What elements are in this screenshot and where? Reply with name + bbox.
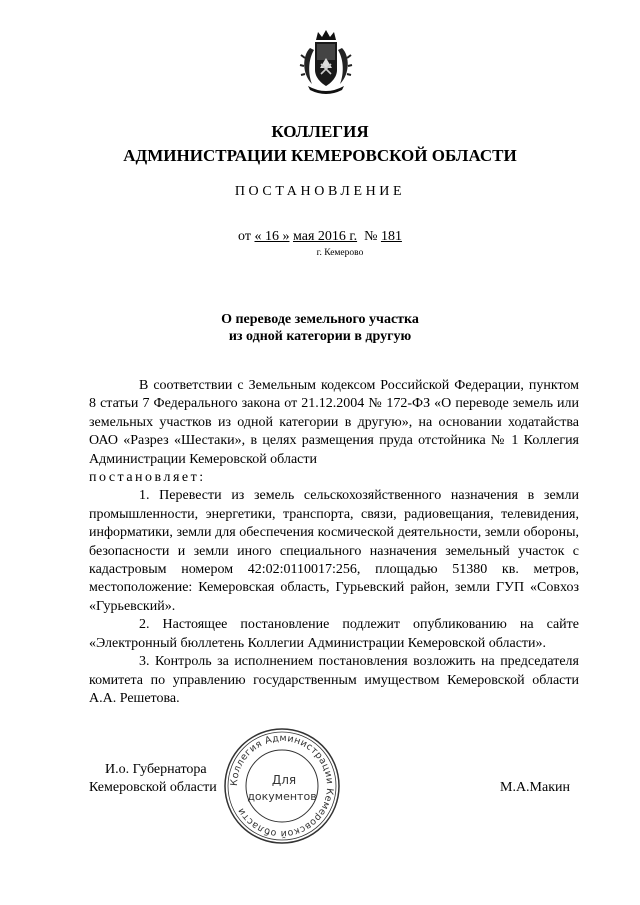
paragraph-item-1: 1. Перевести из земель сельскохозяйственного назначения в земли промышленности, энергетики, транспорта, связи, радиовещания, телевидения, информатики, земли для обеспечения космической деятельности, земли обороны, безопасности и земли иного специального назначения земельный участок с кадастровым номером 42:02:0110017:256, площадью 51380 кв. метров, местоположение: Кемеровская область, Гурьевский район, земли ГУП «Совхоз «Гурьевский». <box>89 488 579 614</box>
date-prefix: от <box>238 229 251 244</box>
paragraph-item-2: 2. Настоящее постановление подлежит опубликованию на сайте «Электронный бюллетень Коллегии Администрации Кемеровской области». <box>89 617 579 651</box>
document-type: ПОСТАНОВЛЕНИЕ <box>234 184 406 199</box>
date-month-year: мая 2016 г. <box>292 229 358 244</box>
document-number: 181 <box>380 229 402 244</box>
paragraph-preamble <box>89 377 579 487</box>
org-name-line1: КОЛЛЕГИЯ <box>271 122 369 141</box>
stamp-ring-text: Коллегия Администрации Кемеровской области <box>228 732 336 840</box>
number-sign: № <box>364 229 378 244</box>
signatory-title-line2: Кемеровской области <box>89 780 217 795</box>
signatory-name: М.А.Макин <box>500 780 571 795</box>
resolve-word: постановляет: <box>89 470 206 486</box>
org-name-line2: АДМИНИСТРАЦИИ КЕМЕРОВСКОЙ ОБЛАСТИ <box>123 146 517 165</box>
signatory-title-line1: И.о. Губернатора <box>105 762 207 777</box>
subject-line1: О переводе земельного участка <box>221 312 419 327</box>
city: г. Кемерово <box>316 248 364 258</box>
document-body <box>89 377 579 708</box>
date-number-line <box>0 229 640 245</box>
subject-line2: из одной категории в другую <box>228 329 412 344</box>
official-stamp <box>222 726 342 846</box>
preamble-text: В соответствии с Земельным кодексом Российской Федерации, пунктом 8 статьи 7 Федерального закона от 21.12.2004 № 172-ФЗ «О переводе земель или земельных участков из одной категории в другую», на основании ходатайства ОАО «Разрез «Шестаки», в целях размещения пруда отстойника № 1 Коллегия Администрации Кемеровской области <box>89 378 579 467</box>
coat-of-arms-icon <box>298 30 354 96</box>
stamp-center-line2: документов <box>247 790 317 803</box>
date-day: « 16 » <box>254 229 290 244</box>
paragraph-item-3: 3. Контроль за исполнением постановления возложить на председателя комитета по управлению государственным имуществом Кемеровской области А.А. Решетова. <box>89 654 579 706</box>
stamp-center-line1: Для <box>271 773 297 787</box>
